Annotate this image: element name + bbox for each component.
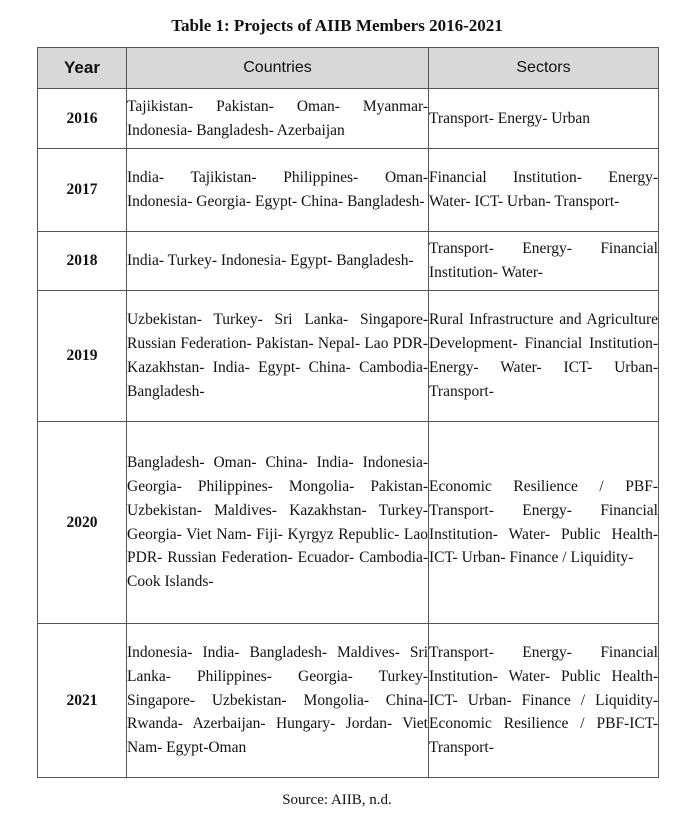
year-cell: 2018 — [38, 232, 127, 291]
table-title: Table 1: Projects of AIIB Members 2016-2021 — [171, 16, 503, 35]
table-row — [38, 149, 659, 232]
year-cell: 2017 — [38, 149, 127, 232]
sectors-cell: Rural Infrastructure and Agriculture Development- Financial Institution- Energy- Water- ICT- Urban- Transport- — [429, 291, 659, 422]
header-countries: Countries — [127, 48, 429, 89]
projects-table — [37, 47, 659, 778]
header-sectors: Sectors — [429, 48, 659, 89]
year-cell: 2020 — [38, 422, 127, 624]
year-cell: 2019 — [38, 291, 127, 422]
sectors-cell: Transport- Energy- Financial Institution- Water- Public Health- ICT- Urban- Finance / Liquidity- Economic Resilience / PBF-ICT- Transport- — [429, 624, 659, 778]
sectors-cell: Financial Institution- Energy- Water- ICT- Urban- Transport- — [429, 149, 659, 232]
countries-cell: Uzbekistan- Turkey- Sri Lanka- Singapore- Russian Federation- Pakistan- Nepal- Lao PDR- Kazakhstan- India- Egypt- China- Cambodia- Bangladesh- — [127, 291, 429, 422]
countries-cell: Tajikistan- Pakistan- Oman- Myanmar- Indonesia- Bangladesh- Azerbaijan — [127, 89, 429, 149]
countries-cell: India- Tajikistan- Philippines- Oman- Indonesia- Georgia- Egypt- China- Bangladesh- — [127, 149, 429, 232]
countries-cell: Bangladesh- Oman- China- India- Indonesia- Georgia- Philippines- Mongolia- Pakistan- Uzbekistan- Maldives- Kazakhstan- Turkey- Georgia- Viet Nam- Fiji- Kyrgyz Republic- Lao PDR- Russian Federation- Ecuador- Cambodia- Cook Islands- — [127, 422, 429, 624]
sectors-cell: Economic Resilience / PBF- Transport- Energy- Financial Institution- Water- Public Health- ICT- Urban- Finance / Liquidity- — [429, 422, 659, 624]
table-row — [38, 232, 659, 291]
table-row — [38, 291, 659, 422]
source-note: Source: AIIB, n.d. — [282, 792, 392, 808]
table-row — [38, 89, 659, 149]
countries-cell: India- Turkey- Indonesia- Egypt- Bangladesh- — [127, 232, 429, 291]
table-header-row — [38, 48, 659, 89]
sectors-cell: Transport- Energy- Financial Institution- Water- — [429, 232, 659, 291]
header-year: Year — [38, 48, 127, 89]
countries-cell: Indonesia- India- Bangladesh- Maldives- Sri Lanka- Philippines- Georgia- Turkey- Singapore- Uzbekistan- Mongolia- China- Rwanda- Azerbaijan- Hungary- Jordan- Viet Nam- Egypt-Oman — [127, 624, 429, 778]
year-cell: 2016 — [38, 89, 127, 149]
table-row — [38, 422, 659, 624]
table-row — [38, 624, 659, 778]
year-cell: 2021 — [38, 624, 127, 778]
sectors-cell: Transport- Energy- Urban — [429, 89, 659, 149]
